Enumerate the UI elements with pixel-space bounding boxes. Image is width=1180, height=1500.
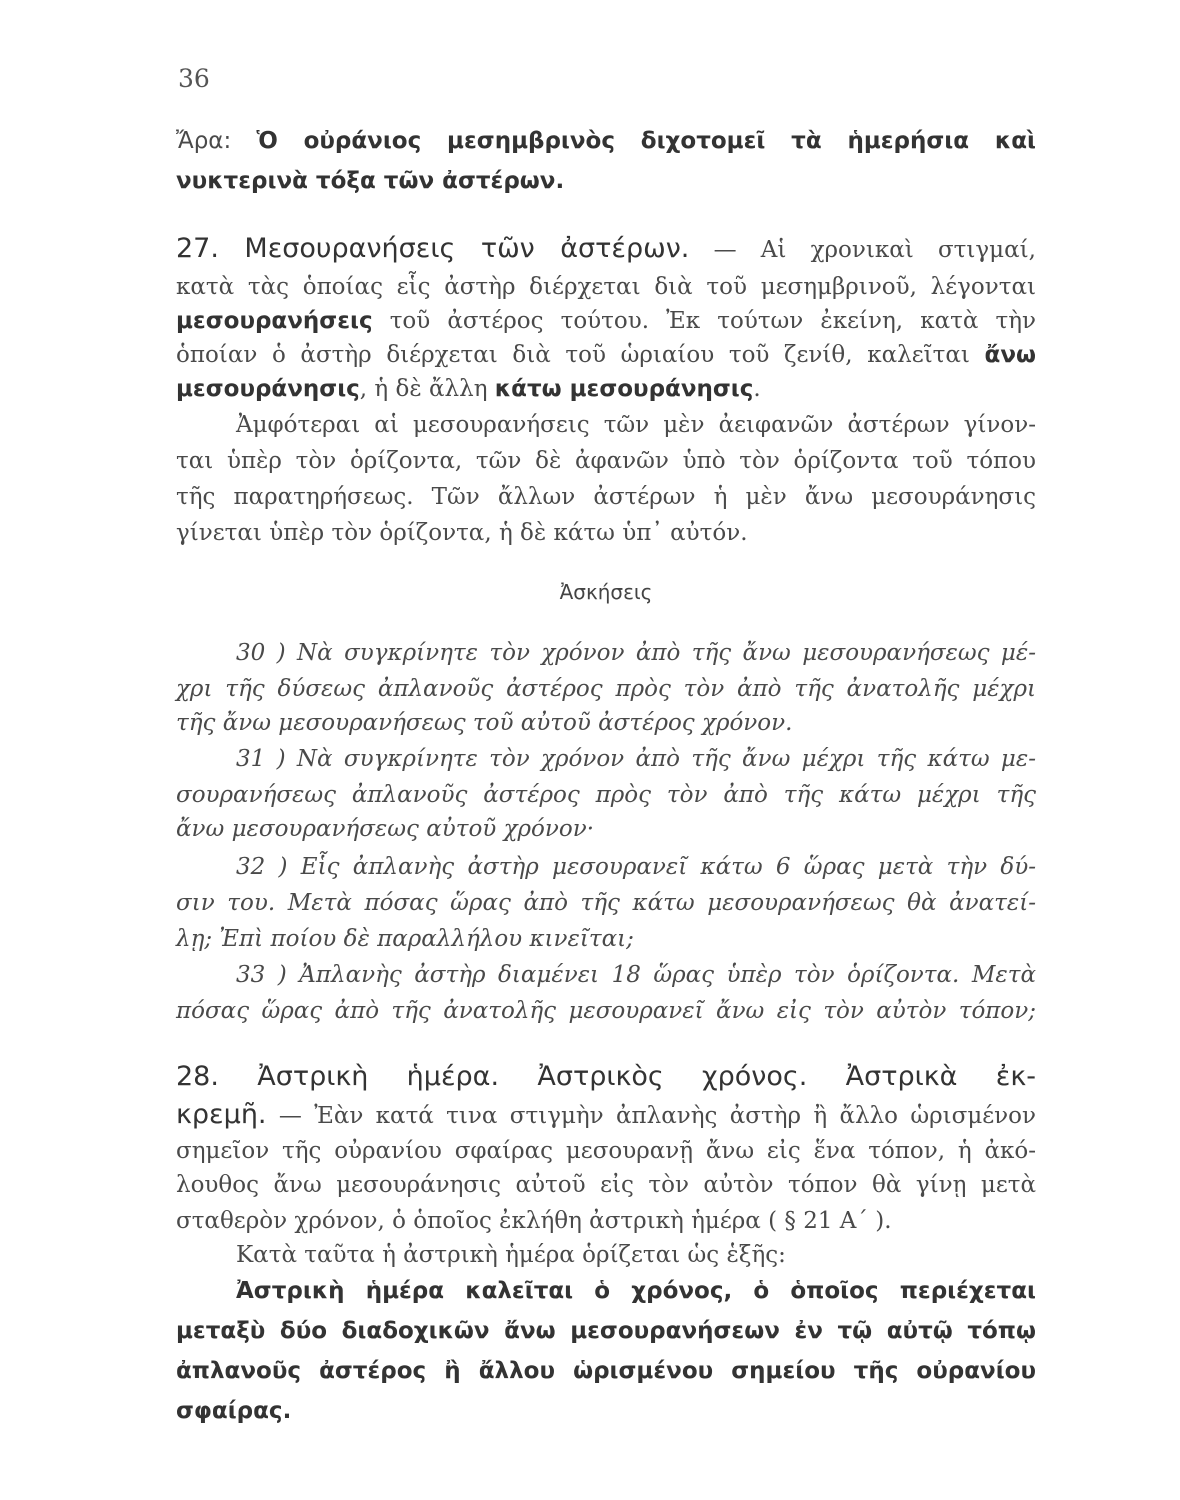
section28-line-4: σταθερὸν χρόνον, ὁ ὁποῖος ἐκλήθη ἀστρικὴ ἡμέρα ( § 21 Α΄ ). — [176, 1208, 892, 1234]
section27-l5-mid: , ἡ δὲ ἄλλη — [359, 376, 495, 402]
section27-heading: 27. Μεσουρανήσεις τῶν ἀστέρων. — [176, 233, 690, 264]
exercise-30-line-3: τῆς ἄνω μεσουρανήσεως τοῦ αὐτοῦ ἀστέρος χρόνον. — [176, 710, 793, 736]
term-kato-mesouranisis: κάτω μεσουράνησις — [494, 376, 754, 402]
exercises-title: Ἀσκήσεις — [559, 580, 653, 604]
section27-line-4 — [176, 338, 1036, 372]
section27-p2-line-4: γίνεται ὑπὲρ τὸν ὁρίζοντα, ἡ δὲ κάτω ὑπ᾽ αὐτόν. — [176, 520, 748, 546]
conclusion-lead: Ἄρα: — [176, 128, 257, 154]
conclusion-line-1 — [176, 124, 1036, 158]
exercise-31-line-1: 31 ) Νὰ συγκρίνητε τὸν χρόνον ἀπὸ τῆς ἄνω μέχρι τῆς κάτω με- — [236, 746, 1036, 772]
section27-l4-a: ὁποίαν ὁ ἀστὴρ διέρχεται διὰ τοῦ ὡριαίου τοῦ ζενίθ, καλεῖται — [176, 342, 985, 368]
term-mesouranisis: μεσουράνησις — [176, 376, 360, 402]
section27-line-1 — [176, 232, 1036, 267]
term-ano: ἄνω — [984, 342, 1036, 368]
section27-line-2: κατὰ τὰς ὁποίας εἷς ἀστὴρ διέρχεται διὰ τοῦ μεσημβρινοῦ, λέγονται — [176, 274, 1036, 300]
conclusion-line-2: νυκτερινὰ τόξα τῶν ἀστέρων. — [176, 168, 565, 194]
exercise-32-line-2: σιν του. Μετὰ πόσας ὥρας ἀπὸ τῆς κάτω μεσουρανήσεως θὰ ἀνατεί- — [176, 890, 1036, 916]
page-number: 36 — [178, 64, 210, 93]
exercise-32-line-3: λῃ; Ἐπὶ ποίου δὲ παραλλήλου κινεῖται; — [176, 926, 634, 952]
section28-line-2: σημεῖον τῆς οὐρανίου σφαίρας μεσουρανῇ ἄνω εἰς ἕνα τόπον, ἡ ἀκό- — [176, 1138, 1036, 1164]
section28-heading-line-1: 28. Ἀστρικὴ ἡμέρα. Ἀστρικὸς χρόνος. Ἀστρικὰ ἐκ- — [176, 1061, 1036, 1092]
section27-l3-rest: τοῦ ἀστέρος τούτου. Ἐκ τούτων ἐκείνη, κατὰ τὴν — [372, 308, 1036, 334]
definition-line-1: Ἀστρικὴ ἡμέρα καλεῖται ὁ χρόνος, ὁ ὁποῖος περιέχεται — [236, 1278, 1036, 1304]
section28-line-3: λουθος ἄνω μεσουράνησις αὐτοῦ εἰς τὸν αὐτὸν τόπον θὰ γίνῃ μετὰ — [176, 1172, 1036, 1198]
conclusion-text-1: Ὁ οὐράνιος μεσημβρινὸς διχοτομεῖ τὰ ἡμερήσια καὶ — [256, 128, 1036, 154]
exercise-32-line-1: 32 ) Εἷς ἀπλανὴς ἀστὴρ μεσουρανεῖ κάτω 6 ὥρας μετὰ τὴν δύ- — [236, 854, 1036, 880]
section28-heading-line-2: κρεμῆ. — [176, 1099, 267, 1130]
section27-line-5 — [176, 372, 1036, 406]
exercise-31-line-3: ἄνω μεσουρανήσεως αὐτοῦ χρόνον· — [176, 816, 595, 842]
term-mesouraniseis: μεσουρανήσεις — [176, 308, 373, 334]
exercise-33-line-1: 33 ) Ἀπλανὴς ἀστὴρ διαμένει 18 ὥρας ὑπὲρ τὸν ὁρίζοντα. Μετὰ — [236, 962, 1036, 988]
section27-l1-rest: — Αἱ χρονικαὶ στιγμαί, — [689, 237, 1036, 263]
definition-line-4: σφαίρας. — [176, 1398, 292, 1424]
section27-p2-line-1: Ἀμφότεραι αἱ μεσουρανήσεις τῶν μὲν ἀειφανῶν ἀστέρων γίνον- — [236, 412, 1036, 438]
exercise-30-line-2: χρι τῆς δύσεως ἀπλανοῦς ἀστέρος πρὸς τὸν ἀπὸ τῆς ἀνατολῆς μέχρι — [176, 676, 1036, 702]
section28-line-1 — [176, 1098, 1036, 1133]
section27-line-3 — [176, 304, 1036, 338]
exercise-31-line-2: σουρανήσεως ἀπλανοῦς ἀστέρος πρὸς τὸν ἀπὸ τῆς κάτω μέχρι τῆς — [176, 782, 1036, 808]
definition-line-3: ἀπλανοῦς ἀστέρος ἢ ἄλλου ὡρισμένου σημείου τῆς οὐρανίου — [176, 1358, 1036, 1384]
section27-p2-line-3: τῆς παρατηρήσεως. Τῶν ἄλλων ἀστέρων ἡ μὲν ἄνω μεσουράνησις — [176, 484, 1036, 510]
exercise-30-line-1: 30 ) Νὰ συγκρίνητε τὸν χρόνον ἀπὸ τῆς ἄνω μεσουρανήσεως μέ- — [236, 640, 1036, 666]
section27-l5-end: . — [753, 376, 761, 402]
exercise-33-line-2: πόσας ὥρας ἀπὸ τῆς ἀνατολῆς μεσουρανεῖ ἄνω εἰς τὸν αὐτὸν τόπον; — [176, 998, 1036, 1024]
definition-line-2: μεταξὺ δύο διαδοχικῶν ἄνω μεσουρανήσεων ἐν τῷ αὐτῷ τόπῳ — [176, 1318, 1036, 1344]
section27-p2-line-2: ται ὑπὲρ τὸν ὁρίζοντα, τῶν δὲ ἀφανῶν ὑπὸ τὸν ὁρίζοντα τοῦ τόπου — [176, 448, 1036, 474]
section28-l1-rest: — Ἐὰν κατά τινα στιγμὴν ἀπλανὴς ἀστὴρ ἢ ἄλλο ὡρισμένον — [266, 1103, 1036, 1129]
section28-p2: Κατὰ ταῦτα ἡ ἀστρικὴ ἡμέρα ὁρίζεται ὡς ἑξῆς: — [236, 1242, 786, 1268]
